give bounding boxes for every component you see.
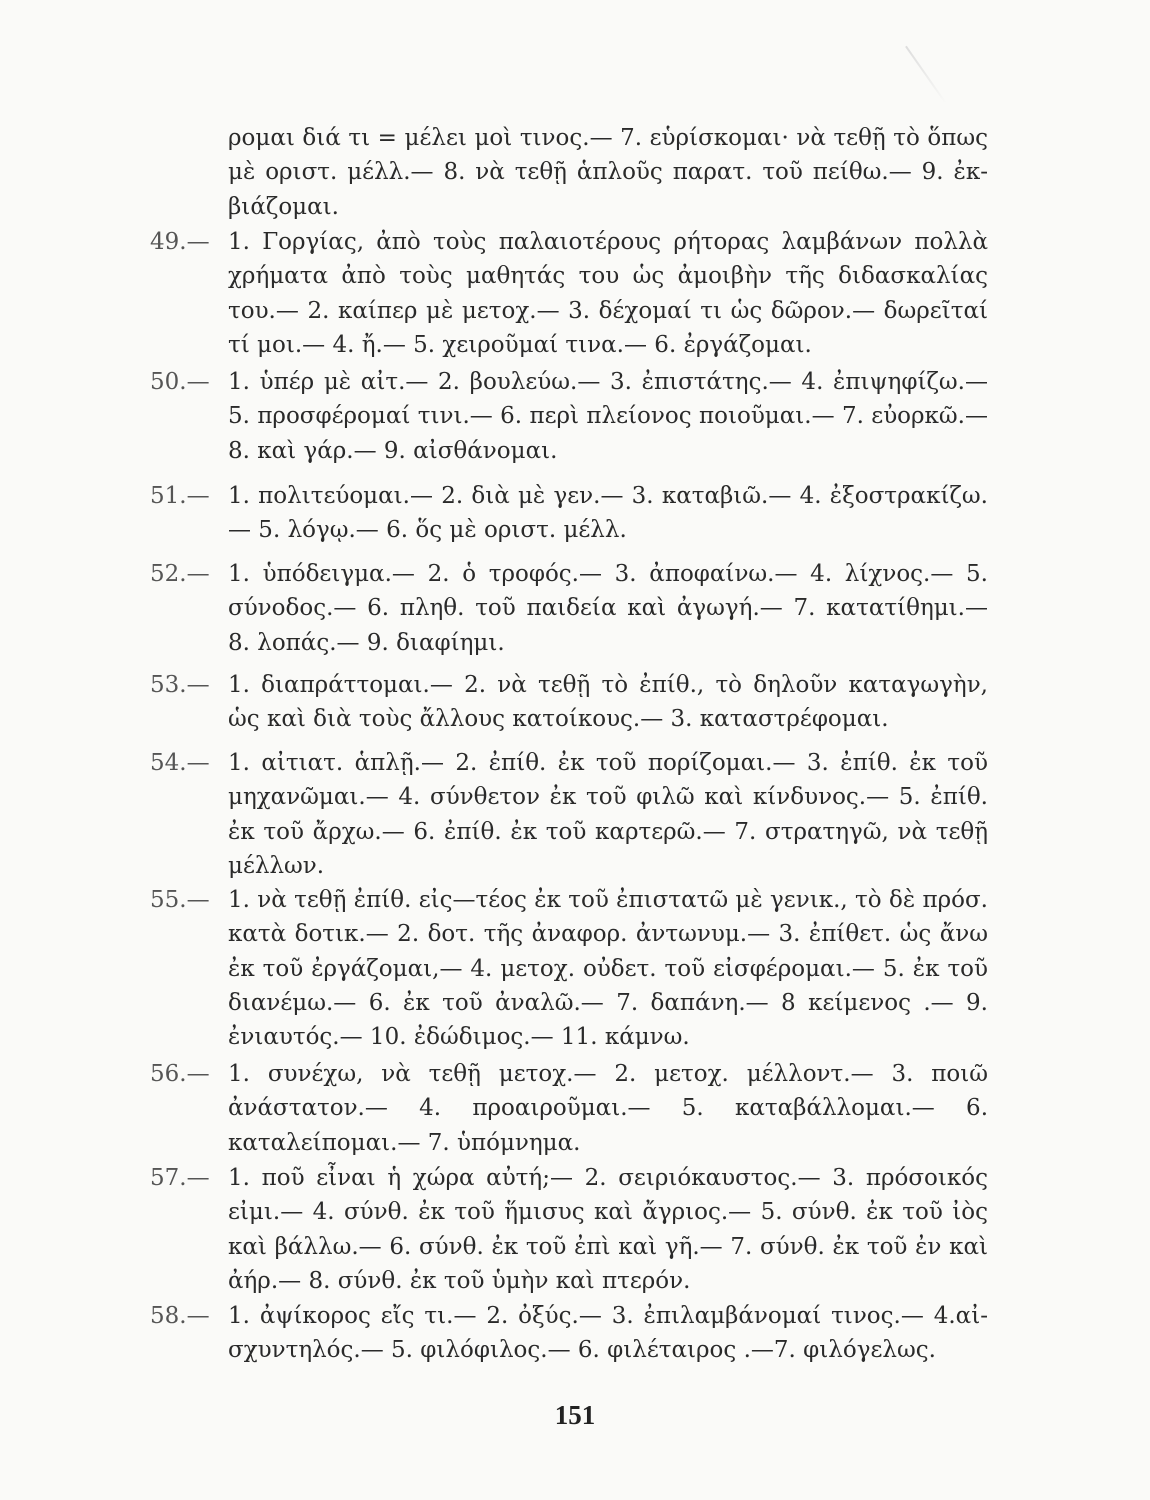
entry-text: 1. συνέχω, νὰ τεθῇ μετοχ.— 2. μετοχ. μέλλοντ.— 3. ποιῶ ἀνάστατον.— 4. προαιροῦμαι.— 5. καταβάλλομαι.— 6. καταλείπομαι.— 7. ὑπόμνημα. — [228, 1061, 988, 1156]
entry-number: 56.— — [150, 1061, 210, 1087]
entry-number: 49.— — [150, 229, 210, 255]
entry-51 — [150, 479, 1000, 548]
entry-text: 1. Γοργίας, ἀπὸ τοὺς παλαιοτέρους ρήτορας λαμβάνων πολλὰ χρήματα ἀπὸ τοὺς μαθητάς του ὡς ἀμοιβὴν τῆς διδασκαλίας του.— 2. καίπερ μὲ μετοχ.— 3. δέχομαί τι ὡς δῶρον.— δωρεῖταί τί μοι.— 4. ἤ.— 5. χειροῦμαί τινα.— 6. ἐργάζομαι. — [228, 229, 988, 358]
entry-text: 1. ἀψίκορος εἴς τι.— 2. ὀξύς.— 3. ἐπιλαμβάνομαί τινος.— 4.αἰσχυντηλός.— 5. φιλόφιλος.— 6. φιλέταιρος .—7. φιλόγελως. — [228, 1303, 988, 1364]
paper-crease — [905, 46, 947, 104]
entry-number: 57.— — [150, 1165, 210, 1191]
entry-text: 1. αἰτιατ. ἁπλῇ.— 2. ἐπίθ. ἐκ τοῦ πορίζομαι.— 3. ἐπίθ. ἐκ τοῦ μηχανῶμαι.— 4. σύνθετον ἐκ τοῦ φιλῶ καὶ κίνδυνος.— 5. ἐπίθ. ἐκ τοῦ ἄρχω.— 6. ἐπίθ. ἐκ τοῦ καρτερῶ.— 7. στρατηγῶ, νὰ τεθῇ μέλλων. — [228, 750, 988, 879]
entry-text: 1. ὑπέρ μὲ αἰτ.— 2. βουλεύω.— 3. ἐπιστάτης.— 4. ἐπιψηφίζω.— 5. προσφέρομαί τινι.— 6. περὶ πλείονος ποιοῦμαι.— 7. εὐορκῶ.— 8. καὶ γάρ.— 9. αἰσθάνομαι. — [228, 369, 988, 464]
entry-49 — [150, 225, 1000, 362]
entry-text: 1. ποῦ εἶναι ἡ χώρα αὐτή;— 2. σειριόκαυστος.— 3. πρόσοικός εἰμι.— 4. σύνθ. ἐκ τοῦ ἥμισυς καὶ ἄγριος.— 5. σύνθ. ἐκ τοῦ ἰὸς καὶ βάλλω.— 6. σύνθ. ἐκ τοῦ ἐπὶ καὶ γῆ.— 7. σύνθ. ἐκ τοῦ ἐν καὶ ἀήρ.— 8. σύνθ. ἐκ τοῦ ὑμὴν καὶ πτερόν. — [228, 1165, 988, 1294]
entry-56 — [150, 1057, 1000, 1160]
entry-text: 1. ὑπόδειγμα.— 2. ὁ τροφός.— 3. ἀποφαίνω.— 4. λίχνος.— 5. σύνοδος.— 6. πληθ. τοῦ παιδεία καὶ ἀγωγή.— 7. κατατίθημι.— 8. λοπάς.— 9. διαφίημι. — [228, 561, 988, 656]
entry-text: 1. πολιτεύομαι.— 2. διὰ μὲ γεν.— 3. καταβιῶ.— 4. ἐξοστρακίζω.— 5. λόγῳ.— 6. ὅς μὲ οριστ. μέλλ. — [228, 483, 988, 544]
entry-number: 51.— — [150, 483, 210, 509]
page-number: 151 — [554, 1400, 596, 1430]
entry-55 — [150, 883, 1000, 1054]
entry-number: 55.— — [150, 887, 210, 913]
entry-54 — [150, 746, 1000, 883]
entry-53 — [150, 668, 1000, 737]
entry-number: 53.— — [150, 672, 210, 698]
entry-57 — [150, 1161, 1000, 1298]
entry-number: 52.— — [150, 561, 210, 587]
entry-52 — [150, 557, 1000, 660]
entry-number: 54.— — [150, 750, 210, 776]
entry-text: 1. διαπράττομαι.— 2. νὰ τεθῇ τὸ ἐπίθ., τὸ δηλοῦν καταγωγὴν, ὡς καὶ διὰ τοὺς ἄλλους κατοίκους.— 3. καταστρέφομαι. — [228, 672, 988, 733]
entry-continuation — [150, 121, 1000, 224]
entry-number: 58.— — [150, 1303, 210, 1329]
entry-number: 50.— — [150, 369, 210, 395]
entry-text: 1. νὰ τεθῇ ἐπίθ. εἰς—τέος ἐκ τοῦ ἐπιστατῶ μὲ γενικ., τὸ δὲ πρόσ. κατὰ δοτικ.— 2. δοτ. τῆς ἀναφορ. ἀντωνυμ.— 3. ἐπίθετ. ὡς ἄνω ἐκ τοῦ ἐργάζομαι,— 4. μετοχ. οὐδετ. τοῦ εἰσφέρομαι.— 5. ἐκ τοῦ διανέμω.— 6. ἐκ τοῦ ἀναλῶ.— 7. δαπάνη.— 8 κείμενος .— 9. ἐνιαυτός.— 10. ἐδώδιμος.— 11. κάμνω. — [228, 887, 988, 1051]
entry-50 — [150, 365, 1000, 468]
entry-text: ρομαι διά τι = μέλει μοὶ τινος.— 7. εὑρίσκομαι· νὰ τεθῇ τὸ ὅπως μὲ οριστ. μέλλ.— 8. νὰ τεθῇ ἁπλοῦς παρατ. τοῦ πείθω.— 9. ἐκβιάζομαι. — [228, 125, 988, 220]
entry-58 — [150, 1299, 1000, 1368]
